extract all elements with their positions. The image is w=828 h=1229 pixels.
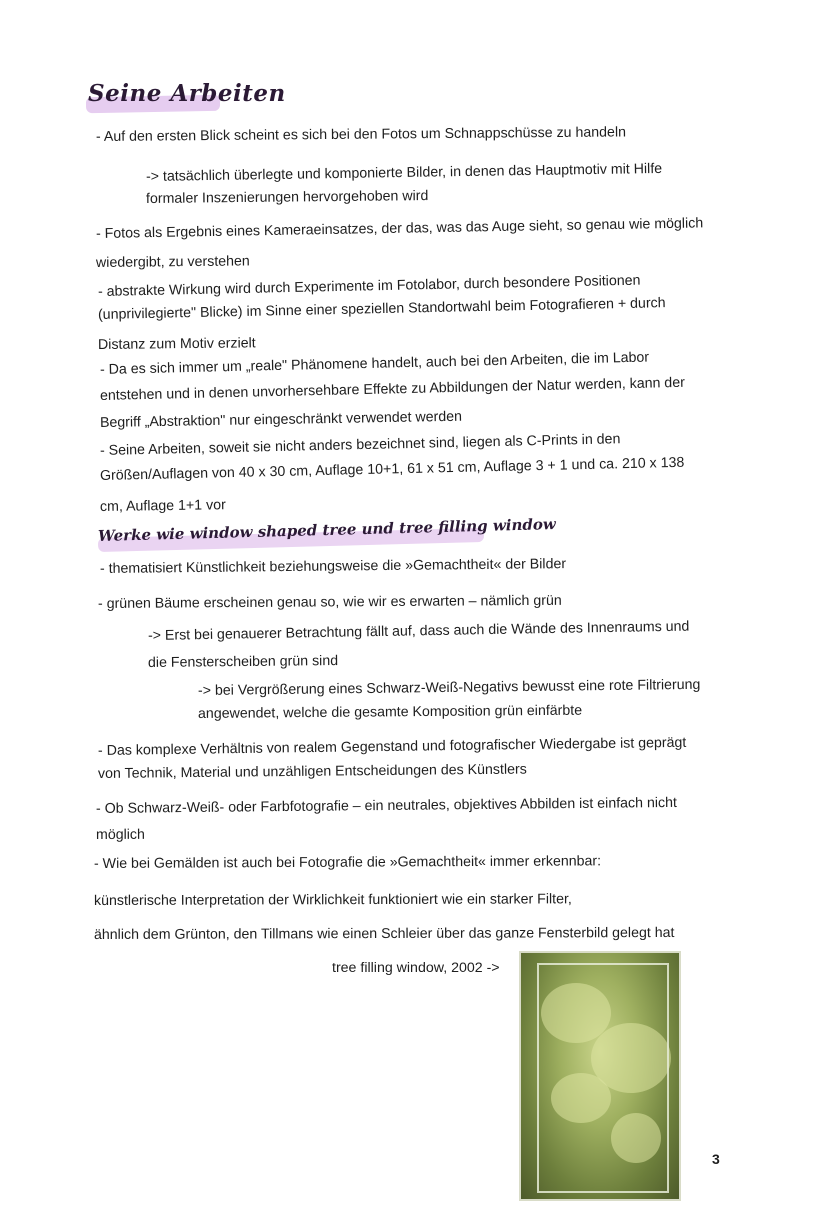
note-line-24: möglich (95, 826, 145, 843)
section-heading-werke: Werke wie window shaped tree und tree filling window (97, 515, 556, 545)
note-line-5: wiedergibt, zu verstehen (95, 253, 250, 271)
section-heading-seine-arbeiten: Seine Arbeiten (88, 80, 286, 107)
note-line-15: - thematisiert Künstlichkeit beziehungsweise die »Gemachtheit« der Bilder (99, 556, 567, 577)
note-line-10: entstehen und in denen unvorhersehbare Effekte zu Abbildungen der Natur werden, kann der (99, 374, 686, 404)
note-line-13: Größen/Auflagen von 40 x 30 cm, Auflage 10+1, 61 x 51 cm, Auflage 3 + 1 und ca. 210 x 138 (99, 454, 685, 484)
note-line-12: - Seine Arbeiten, soweit sie nicht anders bezeichnet sind, liegen als C-Prints in den (99, 431, 621, 459)
page-number: 3 (712, 1151, 720, 1167)
note-line-11: Begriff „Abstraktion" nur eingeschränkt verwendet werden (99, 408, 463, 431)
note-line-9: - Da es sich immer um „reale" Phänomene handelt, auch bei den Arbeiten, die im Labor (99, 349, 650, 378)
note-line-8: Distanz zum Motiv erzielt (97, 335, 256, 353)
note-line-3: formaler Inszenierungen hervorgehoben wird (145, 188, 429, 207)
note-line-18: die Fensterscheiben grün sind (147, 653, 339, 671)
note-line-25: - Wie bei Gemälden ist auch bei Fotografie die »Gemachtheit« immer erkennbar: (93, 853, 602, 872)
note-line-4: - Fotos als Ergebnis eines Kameraeinsatzes, der das, was das Auge sieht, so genau wie möglich (95, 215, 704, 242)
note-line-1: - Auf den ersten Blick scheint es sich bei den Fotos um Schnappschüsse zu handeln (95, 124, 627, 145)
note-line-27: ähnlich dem Grünton, den Tillmans wie einen Schleier über das ganze Fensterbild gelegt hat (93, 924, 675, 943)
note-line-17: -> Erst bei genauerer Betrachtung fällt auf, dass auch die Wände des Innenraums und (147, 618, 690, 644)
note-line-21: - Das komplexe Verhältnis von realem Gegenstand und fotografischer Wiedergabe ist geprägt (97, 734, 687, 759)
note-line-19: -> bei Vergrößerung eines Schwarz-Weiß-Negativs bewusst eine rote Filtrierung (197, 676, 701, 699)
note-line-6: - abstrakte Wirkung wird durch Experimente im Fotolabor, durch besondere Positionen (97, 272, 641, 300)
note-line-22: von Technik, Material und unzähligen Entscheidungen des Künstlers (97, 761, 527, 782)
note-line-16: - grünen Bäume erscheinen genau so, wie wir es erwarten – nämlich grün (97, 592, 562, 612)
note-line-26: künstlerische Interpretation der Wirklichkeit funktioniert wie ein starker Filter, (93, 891, 572, 909)
image-caption: tree filling window, 2002 -> (332, 960, 500, 976)
note-line-2: -> tatsächlich überlegte und komponierte Bilder, in denen das Hauptmotiv mit Hilfe (145, 160, 663, 185)
note-line-20: angewendet, welche die gesamte Komposition grün einfärbte (197, 702, 583, 722)
tree-filling-window-photo (519, 951, 681, 1201)
note-line-14: cm, Auflage 1+1 vor (99, 497, 226, 515)
note-line-23: - Ob Schwarz-Weiß- oder Farbfotografie – ein neutrales, objektives Abbilden ist einfach nicht (95, 794, 677, 817)
note-line-7: (unprivilegierte" Blicke) im Sinne einer speziellen Standortwahl beim Fotografieren + durch (97, 295, 666, 323)
